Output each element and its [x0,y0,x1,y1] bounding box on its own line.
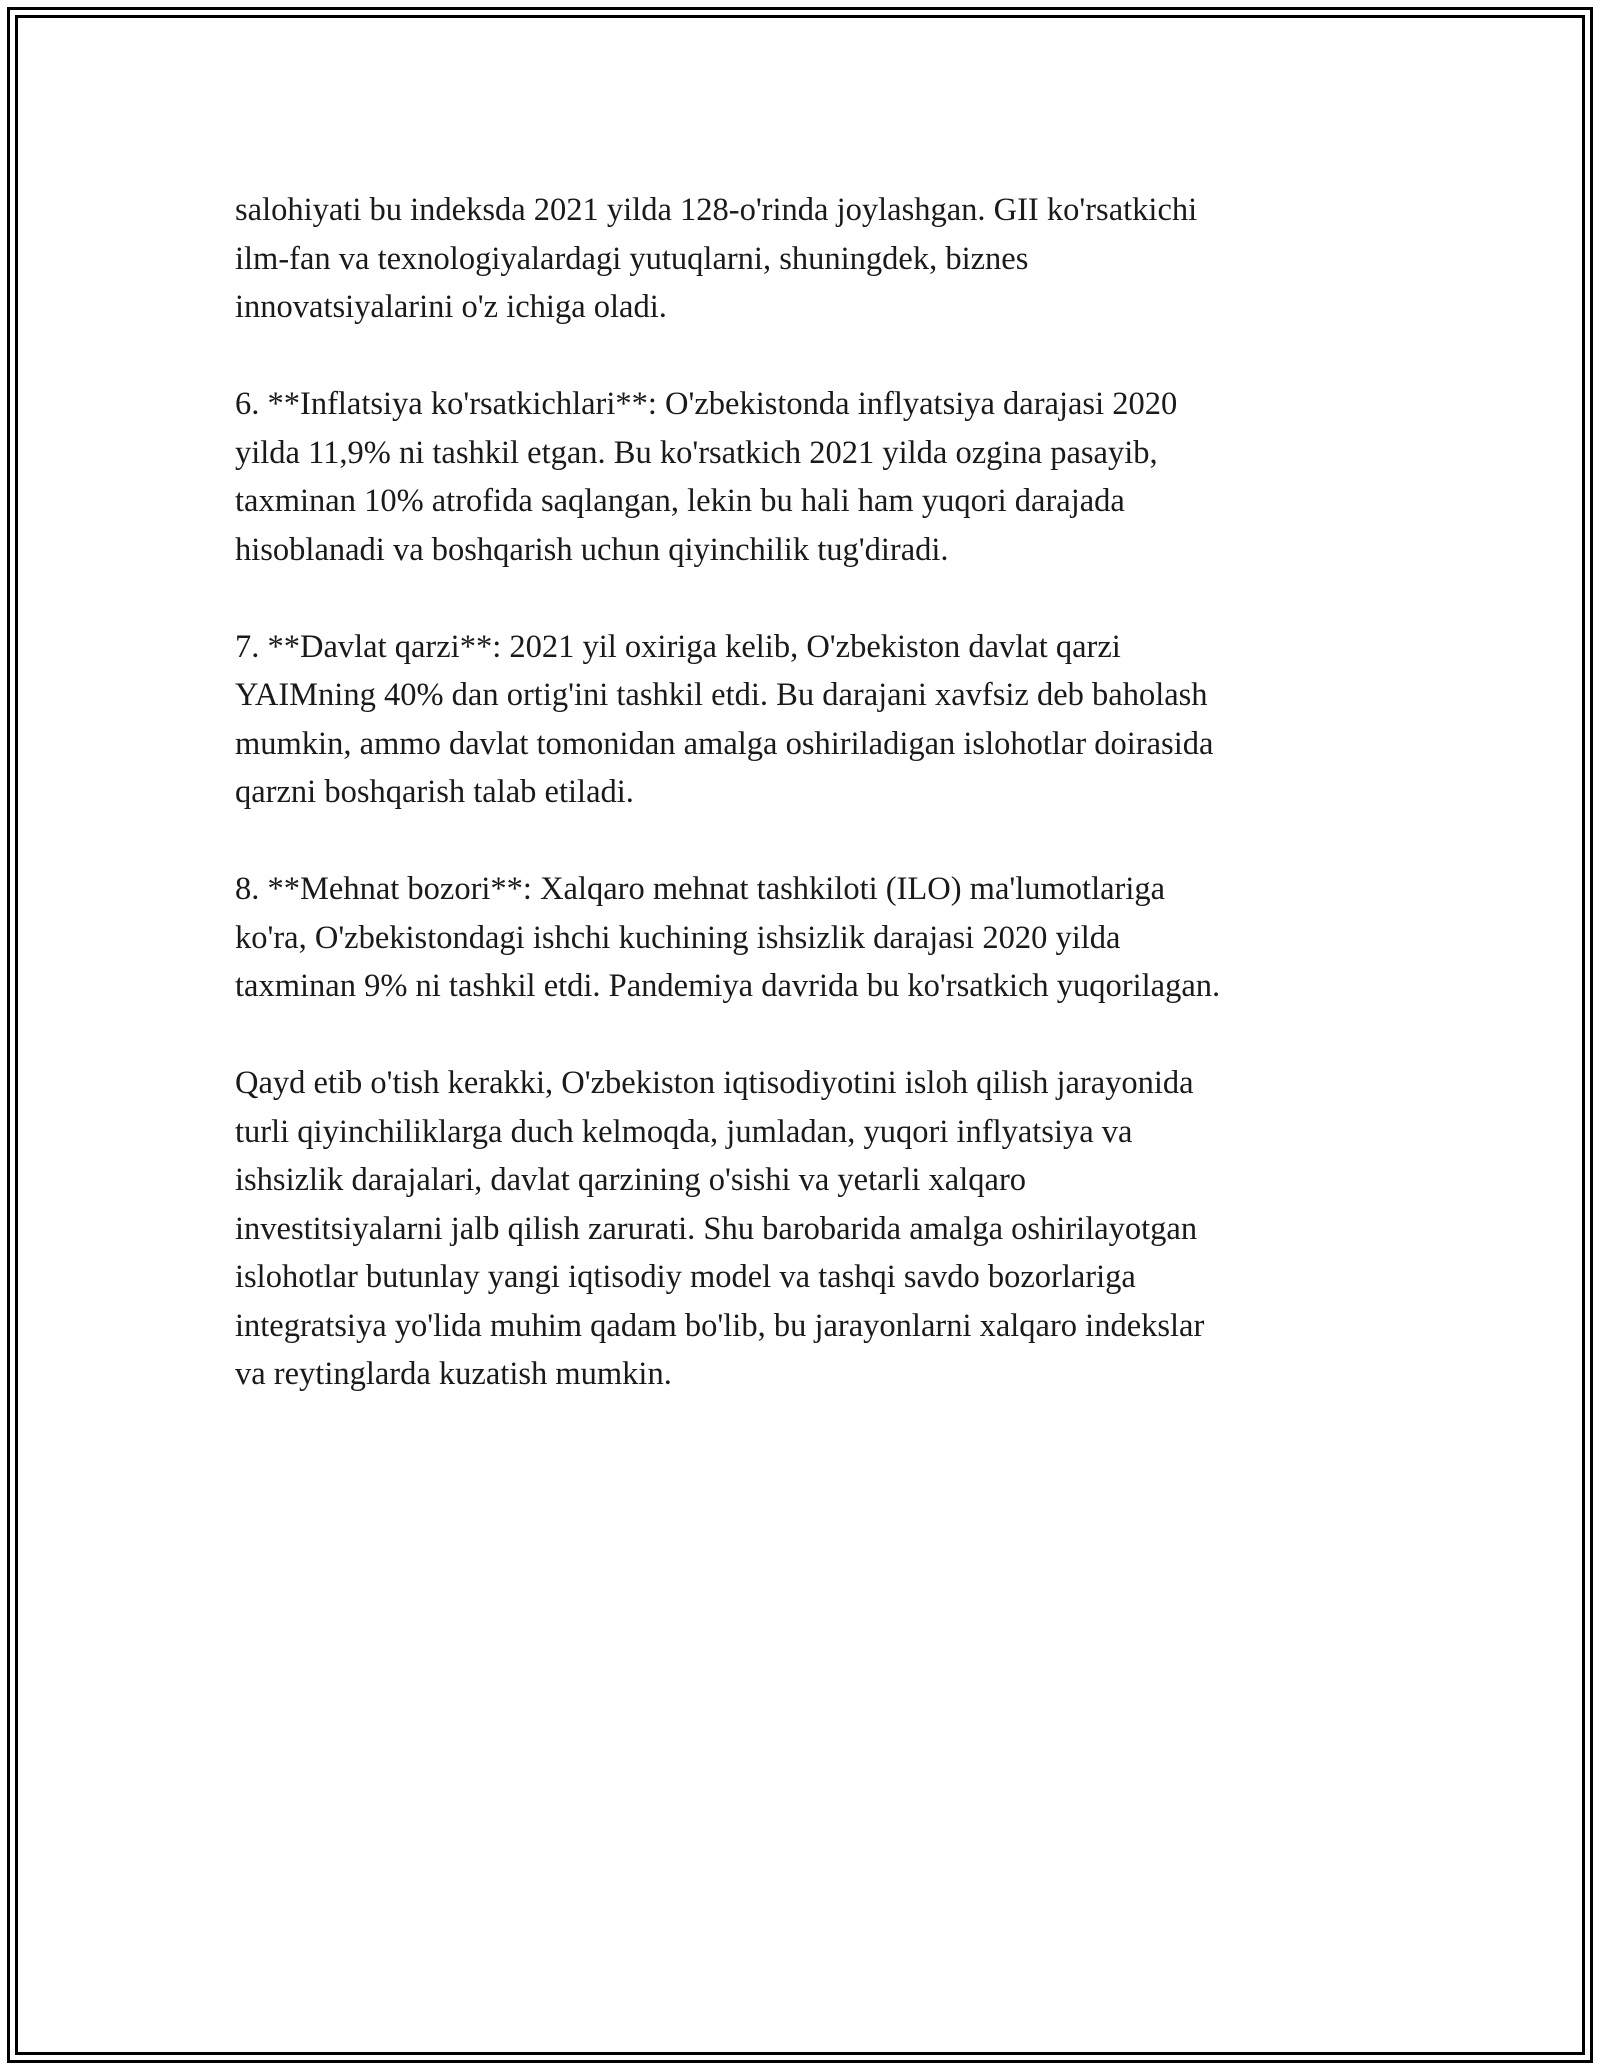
paragraph-gii-continuation: salohiyati bu indeksda 2021 yilda 128-o'rinda joylashgan. GII ko'rsatkichi ilm-fan va texnologiyalardagi yutuqlarni, shuningdek, biznes innovatsiyalarini o'z ichiga oladi. [235,192,1198,325]
paragraph-labor-market: 8. **Mehnat bozori**: Xalqaro mehnat tashkiloti (ILO) ma'lumotlariga ko'ra, O'zbekistondagi ishchi kuchining ishsizlik darajasi 2020 yilda taxminan 9% ni tashkil etdi. Pandemiya davrida bu ko'rsatkich yuqorilagan. [235,871,1221,1004]
document-body [235,186,1365,1447]
paragraph-inflation: 6. **Inflatsiya ko'rsatkichlari**: O'zbekistonda inflyatsiya darajasi 2020 yilda 11,9% ni tashkil etgan. Bu ko'rsatkich 2021 yilda ozgina pasayib, taxminan 10% atrofida saqlangan, lekin bu hali ham yuqori darajada hisoblanadi va boshqarish uchun qiyinchilik tug'diradi. [235,386,1178,568]
paragraph-government-debt: 7. **Davlat qarzi**: 2021 yil oxiriga kelib, O'zbekiston davlat qarzi YAIMning 40% dan ortig'ini tashkil etdi. Bu darajani xavfsiz deb baholash mumkin, ammo davlat tomonidan amalga oshiriladigan islohotlar doirasida qarzni boshqarish talab etiladi. [235,628,1214,810]
paragraph-conclusion: Qayd etib o'tish kerakki, O'zbekiston iqtisodiyotini isloh qilish jarayonida turli qiyinchiliklarga duch kelmoqda, jumladan, yuqori inflyatsiya va ishsizlik darajalari, davlat qarzining o'sishi va yetarli xalqaro investitsiyalarni jalb qilish zarurati. Shu barobarida amalga oshirilayotgan islohotlar butunlay yangi iqtisodiy model va tashqi savdo bozorlariga integratsiya yo'lida muhim qadam bo'lib, bu jarayonlarni xalqaro indekslar va reytinglarda kuzatish mumkin. [235,1065,1205,1392]
